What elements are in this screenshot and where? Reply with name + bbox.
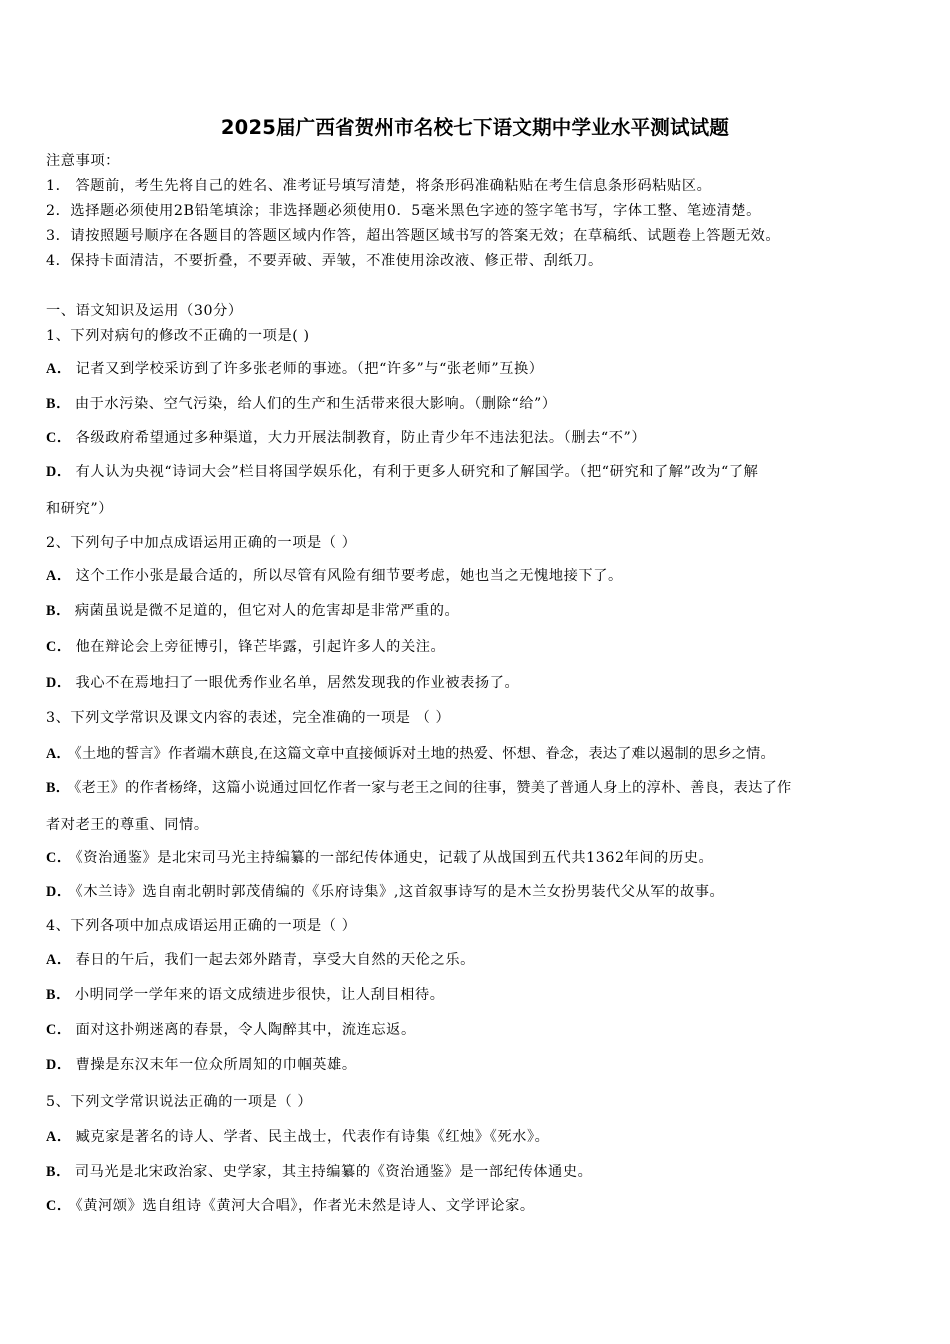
notice-item: 1． 答题前，考生先将自己的姓名、准考证号填写清楚，将条形码准确粘贴在考生信息条形码粘贴区。 bbox=[46, 178, 712, 194]
option-c bbox=[46, 429, 646, 447]
option-continuation: 者对老王的尊重、同情。 bbox=[46, 817, 209, 833]
option-c bbox=[46, 1021, 416, 1039]
option-label: A． bbox=[46, 361, 72, 377]
option-text: 《黄河颂》选自组诗《黄河大合唱》，作者光未然是诗人、文学评论家。 bbox=[75, 1198, 535, 1214]
question-stem: 3、下列文学常识及课文内容的表述，完全准确的一项是 （ ） bbox=[46, 710, 451, 726]
notice-item: 3．请按照题号顺序在各题目的答题区域内作答，超出答题区域书写的答案无效；在草稿纸、试题卷上答题无效。 bbox=[46, 228, 781, 244]
option-text: 司马光是北宋政治家、史学家，其主持编纂的《资治通鉴》是一部纪传体通史。 bbox=[74, 1164, 593, 1180]
option-label: D． bbox=[46, 464, 72, 480]
option-text: 面对这扑朔迷离的春景，令人陶醉其中，流连忘返。 bbox=[75, 1022, 416, 1038]
option-label: A． bbox=[46, 952, 72, 968]
option-b bbox=[46, 602, 459, 620]
option-a bbox=[46, 745, 775, 763]
option-label: B． bbox=[46, 987, 71, 1003]
option-label: C． bbox=[46, 850, 72, 866]
option-b bbox=[46, 986, 445, 1004]
option-label: B． bbox=[46, 603, 71, 619]
option-text: 《老王》的作者杨绛，这篇小说通过回忆作者一家与老王之间的往事，赞美了普通人身上的淳朴、善良，表达了作 bbox=[74, 780, 792, 796]
question-stem: 2、下列句子中加点成语运用正确的一项是（ ） bbox=[46, 535, 357, 551]
option-text: 记者又到学校采访到了许多张老师的事迹。（把“许多”与“张老师”互换） bbox=[75, 361, 544, 377]
option-label: B． bbox=[46, 396, 71, 412]
option-c bbox=[46, 1197, 535, 1215]
option-text: 小明同学一学年来的语文成绩进步很快，让人刮目相待。 bbox=[74, 987, 445, 1003]
option-continuation: 和研究”） bbox=[46, 501, 114, 517]
question-stem: 4、下列各项中加点成语运用正确的一项是（ ） bbox=[46, 918, 357, 934]
option-label: A． bbox=[46, 746, 71, 762]
notice-heading: 注意事项： bbox=[46, 153, 120, 169]
option-text: 我心不在焉地扫了一眼优秀作业名单，居然发现我的作业被表扬了。 bbox=[75, 675, 520, 691]
option-d bbox=[46, 674, 519, 692]
option-d bbox=[46, 1056, 357, 1074]
question-stem: 5、下列文学常识说法正确的一项是（ ） bbox=[46, 1094, 313, 1110]
section-heading: 一、语文知识及运用（30分） bbox=[46, 303, 243, 319]
option-label: D． bbox=[46, 884, 72, 900]
option-a bbox=[46, 1128, 549, 1146]
option-a bbox=[46, 951, 475, 969]
option-b bbox=[46, 779, 792, 797]
option-label: B． bbox=[46, 780, 71, 796]
option-label: C． bbox=[46, 1022, 72, 1038]
option-label: C． bbox=[46, 430, 72, 446]
option-a bbox=[46, 360, 544, 378]
question-stem: 1、下列对病句的修改不正确的一项是( ) bbox=[46, 328, 310, 344]
option-text: 病菌虽说是微不足道的，但它对人的危害却是非常严重的。 bbox=[74, 603, 460, 619]
option-text: 《木兰诗》选自南北朝时郭茂倩编的《乐府诗集》,这首叙事诗写的是木兰女扮男装代父从军的故事。 bbox=[75, 884, 725, 900]
option-text: 他在辩论会上旁征博引，锋芒毕露，引起许多人的关注。 bbox=[75, 639, 446, 655]
page-title: 2025届广西省贺州市名校七下语文期中学业水平测试试题 bbox=[220, 116, 730, 139]
option-c bbox=[46, 638, 445, 656]
option-text: 由于水污染、空气污染，给人们的生产和生活带来很大影响。（删除“给”） bbox=[74, 396, 557, 412]
option-b bbox=[46, 1163, 592, 1181]
notice-item: 4．保持卡面清洁，不要折叠，不要弄破、弄皱，不准使用涂改液、修正带、刮纸刀。 bbox=[46, 253, 603, 269]
option-label: C． bbox=[46, 1198, 72, 1214]
option-b bbox=[46, 395, 557, 413]
option-text: 春日的午后，我们一起去郊外踏青，享受大自然的天伦之乐。 bbox=[75, 952, 475, 968]
option-label: C． bbox=[46, 639, 72, 655]
option-label: D． bbox=[46, 675, 72, 691]
option-d bbox=[46, 463, 758, 481]
option-text: 《土地的誓言》作者端木蕻良,在这篇文章中直接倾诉对土地的热爱、怀想、眷念，表达了难以遏制的思乡之情。 bbox=[74, 746, 775, 762]
option-text: 曹操是东汉末年一位众所周知的巾帼英雄。 bbox=[75, 1057, 357, 1073]
option-label: D． bbox=[46, 1057, 72, 1073]
option-text: 臧克家是著名的诗人、学者、民主战士，代表作有诗集《红烛》《死水》。 bbox=[75, 1129, 550, 1145]
option-label: B． bbox=[46, 1164, 71, 1180]
option-c bbox=[46, 849, 713, 867]
option-label: A． bbox=[46, 1129, 72, 1145]
option-d bbox=[46, 883, 724, 901]
option-label: A． bbox=[46, 568, 72, 584]
option-text: 这个工作小张是最合适的，所以尽管有风险有细节要考虑，她也当之无愧地接下了。 bbox=[75, 568, 623, 584]
option-text: 各级政府希望通过多种渠道，大力开展法制教育，防止青少年不违法犯法。（删去“不”） bbox=[75, 430, 647, 446]
option-text: 有人认为央视“诗词大会”栏目将国学娱乐化，有利于更多人研究和了解国学。（把“研究和了解”改为“了解 bbox=[75, 464, 759, 480]
option-text: 《资治通鉴》是北宋司马光主持编纂的一部纪传体通史，记载了从战国到五代共1362年间的历史。 bbox=[75, 850, 714, 866]
notice-item: 2．选择题必须使用2B铅笔填涂；非选择题必须使用0．5毫米黑色字迹的签字笔书写，字体工整、笔迹清楚。 bbox=[46, 203, 761, 219]
option-a bbox=[46, 567, 623, 585]
